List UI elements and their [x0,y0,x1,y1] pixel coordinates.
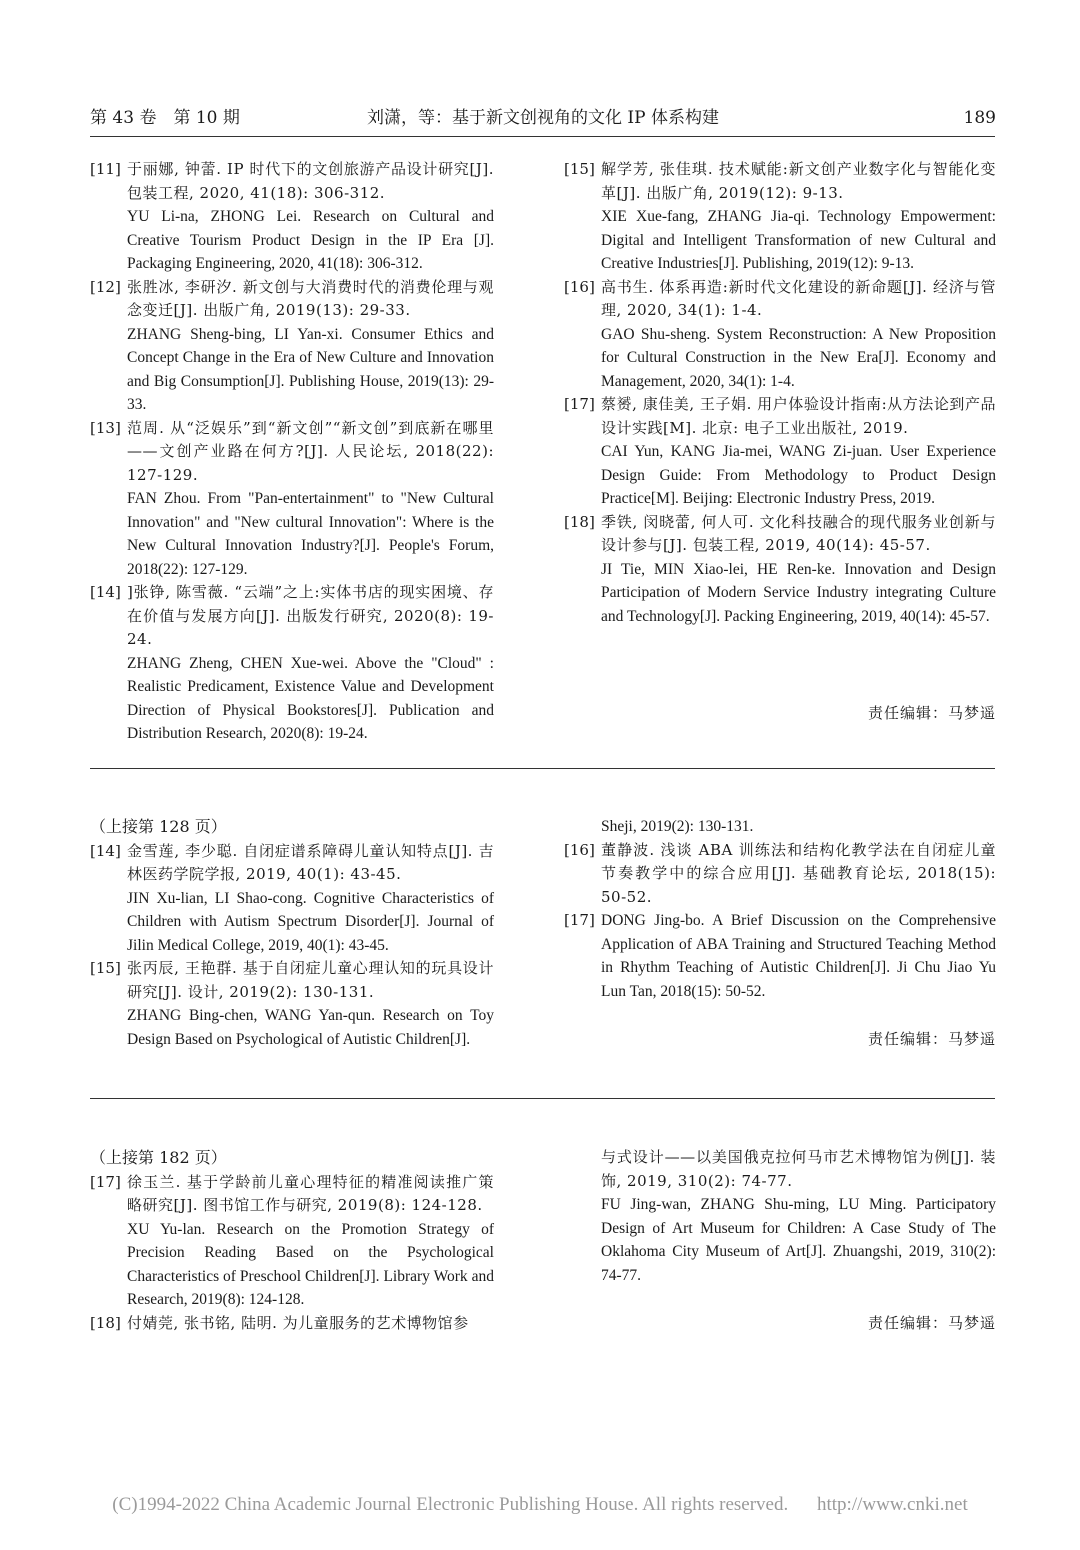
page-number: 189 [963,108,996,128]
reference-continuation: Sheji, 2019(2): 130-131. [601,818,754,835]
reference-cn: 张丙辰, 王艳群. 基于自闭症儿童心理认知的玩具设计研究[J]. 设计, 2019(2): 130-131. [127,959,494,1001]
reference-cn: 于丽娜, 钟蕾. IP 时代下的文创旅游产品设计研究[J]. 包装工程, 2020, 41(18): 306-312. [127,160,494,202]
section1-right-column [564,158,996,628]
reference-item [564,276,996,394]
reference-item [564,393,996,511]
copyright-text: (C)1994-2022 China Academic Journal Electronic Publishing House. All rights reserved. [112,1494,789,1515]
reference-item [90,1171,494,1312]
reference-continuation [564,1146,996,1287]
responsible-editor: 责任编辑：马梦遥 [867,1314,996,1332]
reference-item [90,276,494,417]
continued-from-note: （上接第 182 页） [90,1148,227,1167]
reference-number: [11] [90,160,121,178]
reference-number: [15] [564,160,595,178]
responsible-editor: 责任编辑：马梦遥 [867,1030,996,1048]
reference-cn: 徐玉兰. 基于学龄前儿童心理特征的精准阅读推广策略研究[J]. 图书馆工作与研究, 2019(8): 124-128. [127,1172,494,1214]
running-header [90,106,996,134]
reference-cn: 范周. 从“泛娱乐”到“新文创”“新文创”到底新在哪里——文创产业路在何方?[J]. 人民论坛, 2018(22): 127-129. [127,418,494,484]
reference-cn: 付婧莞, 张书铭, 陆明. 为儿童服务的艺术博物馆参 [127,1313,469,1332]
reference-en: FU Jing-wan, ZHANG Shu-ming, LU Ming. Participatory Design of Art Museum for Children: A Case Study of The Oklahoma City Museum of Art[J]. Zhuangshi, 2019, 310(2): 74-77. [601,1196,996,1284]
reference-en: ZHANG Bing-chen, WANG Yan-qun. Research on Toy Design Based on Psychological of Autistic Children[J]. [127,1007,494,1048]
reference-item [90,957,494,1051]
reference-en: ZHANG Sheng-bing, LI Yan-xi. Consumer Ethics and Concept Change in the Era of New Culture and Innovation and Big Consumption[J]. Publishing House, 2019(13): 29-33. [127,325,494,413]
reference-cn: 高书生. 体系再造:新时代文化建设的新命题[J]. 经济与管理, 2020, 34(1): 1-4. [601,277,996,319]
reference-item [90,581,494,746]
reference-cn: 蔡赟, 康佳美, 王子娟. 用户体验设计指南:从方法论到产品设计实践[M]. 北京: 电子工业出版社, 2019. [601,395,996,437]
reference-number: [17] [90,1172,121,1191]
reference-en: ZHANG Zheng, CHEN Xue-wei. Above the "Cloud" : Realistic Predicament, Existence Value and Development Direction of Physical Bookstores[J]. Publication and Distribution Research, 2020(8): 19-24. [127,654,494,742]
reference-number: [18] [564,512,595,531]
reference-number: [12] [90,277,121,296]
reference-cn: 董静波. 浅谈 ABA 训练法和结构化教学法在自闭症儿童节奏教学中的综合应用[J]. 基础教育论坛, 2018(15): 50-52. [601,840,996,906]
section-divider [90,768,995,769]
section2-right-column [564,815,996,1003]
reference-en: YU Li-na, ZHONG Lei. Research on Cultural and Creative Tourism Product Design in the IP Era [J]. Packaging Engineering, 2020, 41(18): 306-312. [127,208,494,272]
reference-cn: 金雪莲, 李少聪. 自闭症谱系障碍儿童认知特点[J]. 吉林医药学院学报, 2019, 40(1): 43-45. [127,841,494,883]
copyright-footer [0,1494,1080,1516]
reference-cn: 季铁, 闵晓蕾, 何人可. 文化科技融合的现代服务业创新与设计参与[J]. 包装工程, 2019, 40(14): 45-57. [601,512,996,554]
reference-cn: 张胜冰, 李研汐. 新文创与大消费时代的消费伦理与观念变迁[J]. 出版广角, 2019(13): 29-33. [127,277,494,319]
reference-en: JIN Xu-lian, LI Shao-cong. Cognitive Characteristics of Children with Autism Spectrum Disorder[J]. Journal of Jilin Medical College, 2019, 40(1): 43-45. [127,889,494,954]
reference-cn: 与式设计——以美国俄克拉何马市艺术博物馆为例[J]. 装饰, 2019, 310(2): 74-77. [601,1148,996,1190]
section2-left-column [90,815,494,1051]
section3-right-column [564,1146,996,1287]
reference-number: [15] [90,959,121,977]
reference-item [90,158,494,276]
reference-number: [18] [90,1313,121,1332]
cnki-url: http://www.cnki.net [816,1494,968,1515]
reference-item [90,417,494,582]
reference-number: [16] [564,277,595,296]
section3-left-column [90,1146,494,1335]
section-divider [90,1098,995,1099]
reference-item [564,158,996,276]
reference-item [564,839,996,910]
reference-number: [14] [90,583,121,601]
reference-number: [14] [90,841,121,860]
reference-number: [16] [564,840,595,859]
reference-en: CAI Yun, KANG Jia-mei, WANG Zi-juan. User Experience Design Guide: From Methodology to Product Design Practice[M]. Beijing: Electronic Industry Press, 2019. [601,443,996,507]
continued-from-note: （上接第 128 页） [90,817,227,836]
reference-item [564,909,996,1003]
reference-item [564,511,996,629]
reference-item [90,840,494,958]
reference-number: [17] [564,395,595,413]
running-title: 刘潇，等：基于新文创视角的文化 IP 体系构建 [367,108,719,128]
reference-number: [13] [90,418,121,437]
reference-en: JI Tie, MIN Xiao-lei, HE Ren-ke. Innovation and Design Participation of Modern Service Industry integrating Culture and Technology[J]. Packing Engineering, 2019, 40(14): 45-57. [601,560,996,625]
section1-left-column [90,158,494,746]
reference-cn: 解学芳, 张佳琪. 技术赋能:新文创产业数字化与智能化变革[J]. 出版广角, 2019(12): 9-13. [601,160,996,202]
volume-issue: 第 43 卷 第 10 期 [90,108,240,128]
reference-cn: ]张铮, 陈雪薇. “云端”之上:实体书店的现实困境、存在价值与发展方向[J]. 出版发行研究, 2020(8): 19-24. [127,583,494,648]
reference-en: XIE Xue-fang, ZHANG Jia-qi. Technology Empowerment: Digital and Intelligent Transformation of new Cultural and Creative Industries[J]. Publishing, 2019(12): 9-13. [601,208,996,272]
reference-item [90,1312,494,1336]
reference-en: GAO Shu-sheng. System Reconstruction: A New Proposition for Cultural Construction in the New Era[J]. Economy and Management, 2020, 34(1): 1-4. [601,325,996,390]
header-rule [90,136,995,137]
reference-en: XU Yu-lan. Research on the Promotion Strategy of Precision Reading Based on the Psychological Characteristics of Preschool Children[J]. Library Work and Research, 2019(8): 124-128. [127,1220,494,1308]
responsible-editor: 责任编辑：马梦遥 [867,704,996,722]
reference-en: DONG Jing-bo. A Brief Discussion on the Comprehensive Application of ABA Training and Structured Teaching Method in Rhythm Teaching of Autistic Children[J]. Ji Chu Jiao Yu Lun Tan, 2018(15): 50-52. [601,912,996,1000]
reference-en: FAN Zhou. From "Pan-entertainment" to "New Cultural Innovation" and "New cultural Innovation": Where is the New Cultural Innovation Industry?[J]. People's Forum, 2018(22): 127-129. [127,490,494,578]
reference-number: [17] [564,911,595,929]
